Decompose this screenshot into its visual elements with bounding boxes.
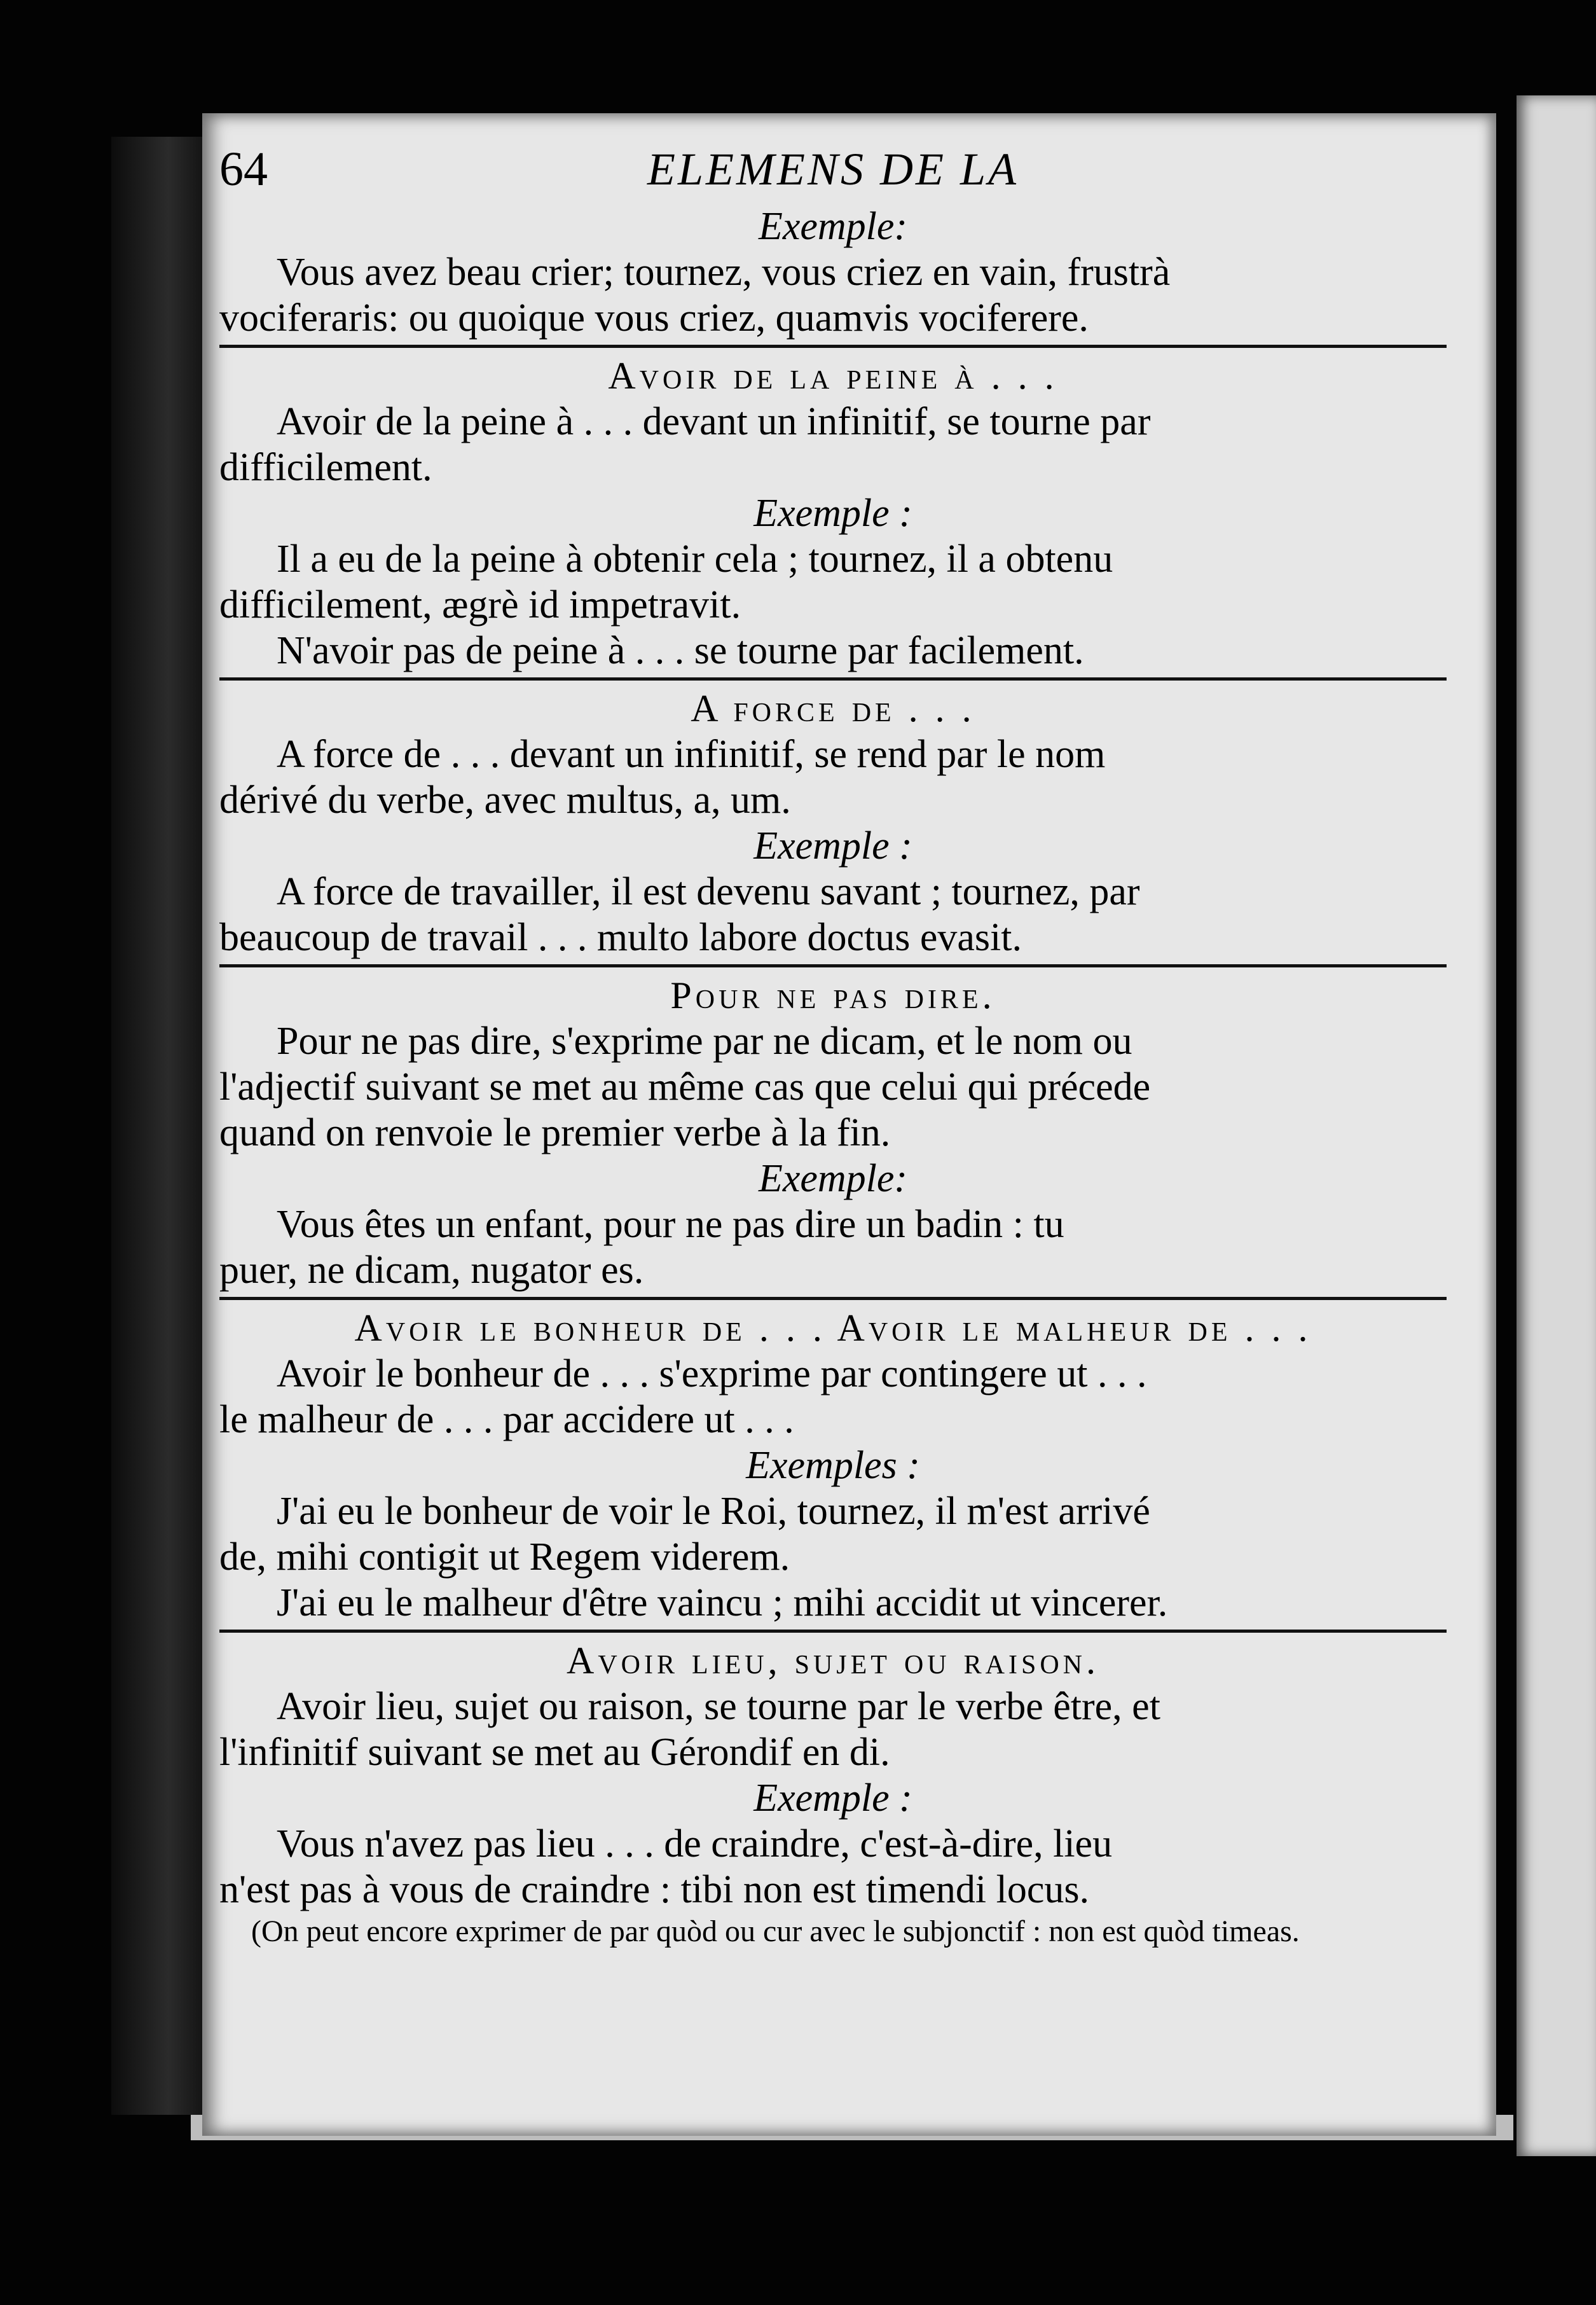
page-number: 64 [219, 142, 268, 196]
exemple-label: Exemple : [753, 1776, 912, 1820]
text-line: l'infinitif suivant se met au Gérondif en di. [219, 1731, 890, 1774]
example-line: J'ai eu le malheur d'être vaincu ; mihi accidit ut vincerer. [277, 1581, 1168, 1624]
text-line: A force de . . . devant un infinitif, se rend par le nom [277, 733, 1106, 776]
text-line: le malheur de . . . par accidere ut . . . [219, 1398, 794, 1441]
section-heading: Avoir de la peine à . . . [608, 355, 1058, 397]
page-header [219, 142, 1447, 204]
example-line: J'ai eu le bonheur de voir le Roi, tournez, il m'est arrivé [277, 1490, 1150, 1533]
example-line: Il a eu de la peine à obtenir cela ; tournez, il a obtenu [277, 537, 1113, 581]
example-line: de, mihi contigit ut Regem viderem. [219, 1535, 790, 1579]
section-heading: Avoir le bonheur de . . . Avoir le malheur de . . . [354, 1307, 1312, 1349]
section-rule [219, 677, 1447, 681]
section-rule [219, 1297, 1447, 1300]
exemple-label: Exemple : [753, 824, 912, 868]
section-rule [219, 964, 1447, 967]
section-heading: A force de . . . [691, 688, 975, 730]
section-rule [219, 1630, 1447, 1633]
example-line: beaucoup de travail . . . multo labore doctus evasit. [219, 916, 1022, 959]
section-heading: Avoir lieu, sujet ou raison. [567, 1640, 1099, 1682]
text-line: Pour ne pas dire, s'exprime par ne dicam, et le nom ou [277, 1020, 1132, 1063]
example-line: Vous êtes un enfant, pour ne pas dire un badin : tu [277, 1203, 1064, 1246]
example-line: Vous n'avez pas lieu . . . de craindre, c'est-à-dire, lieu [277, 1822, 1113, 1865]
exemple-label: Exemple: [758, 1157, 908, 1200]
example-line: A force de travailler, il est devenu savant ; tournez, par [277, 870, 1140, 913]
facing-page-edge [1517, 95, 1596, 2156]
running-head: ELEMENS DE LA [647, 144, 1019, 195]
example-line: n'est pas à vous de craindre : tibi non est timendi locus. [219, 1868, 1089, 1911]
text-line: quand on renvoie le premier verbe à la fin. [219, 1111, 891, 1154]
footnote-text: (On peut encore exprimer de par quòd ou cur avec le subjonctif : non est quòd timeas. [251, 1914, 1300, 1948]
text-line: Avoir le bonheur de . . . s'exprime par contingere ut . . . [277, 1352, 1147, 1395]
text-line: dérivé du verbe, avec multus, a, um. [219, 779, 791, 822]
book-spine-shadow [111, 137, 207, 2115]
exemple-label: Exemple: [758, 205, 908, 248]
text-line: difficilement. [219, 446, 432, 489]
section-heading: Pour ne pas dire. [670, 974, 996, 1016]
text-line: l'adjectif suivant se met au même cas que celui qui précede [219, 1065, 1151, 1109]
example-line: puer, ne dicam, nugator es. [219, 1249, 644, 1292]
example-line: difficilement, ægrè id impetravit. [219, 583, 741, 626]
text-line: Avoir de la peine à . . . devant un infinitif, se tourne par [277, 400, 1151, 443]
text-line: Avoir lieu, sujet ou raison, se tourne par le verbe être, et [277, 1685, 1160, 1728]
exemple-label: Exemple : [753, 492, 912, 535]
text-line: vociferaris: ou quoique vous criez, quamvis vociferere. [219, 296, 1089, 340]
example-line: N'avoir pas de peine à . . . se tourne par facilement. [277, 629, 1084, 672]
page-text [219, 142, 1447, 1951]
text-line: Vous avez beau crier; tournez, vous criez en vain, frustrà [277, 251, 1171, 294]
exemple-label: Exemples : [746, 1444, 920, 1487]
section-rule [219, 345, 1447, 348]
